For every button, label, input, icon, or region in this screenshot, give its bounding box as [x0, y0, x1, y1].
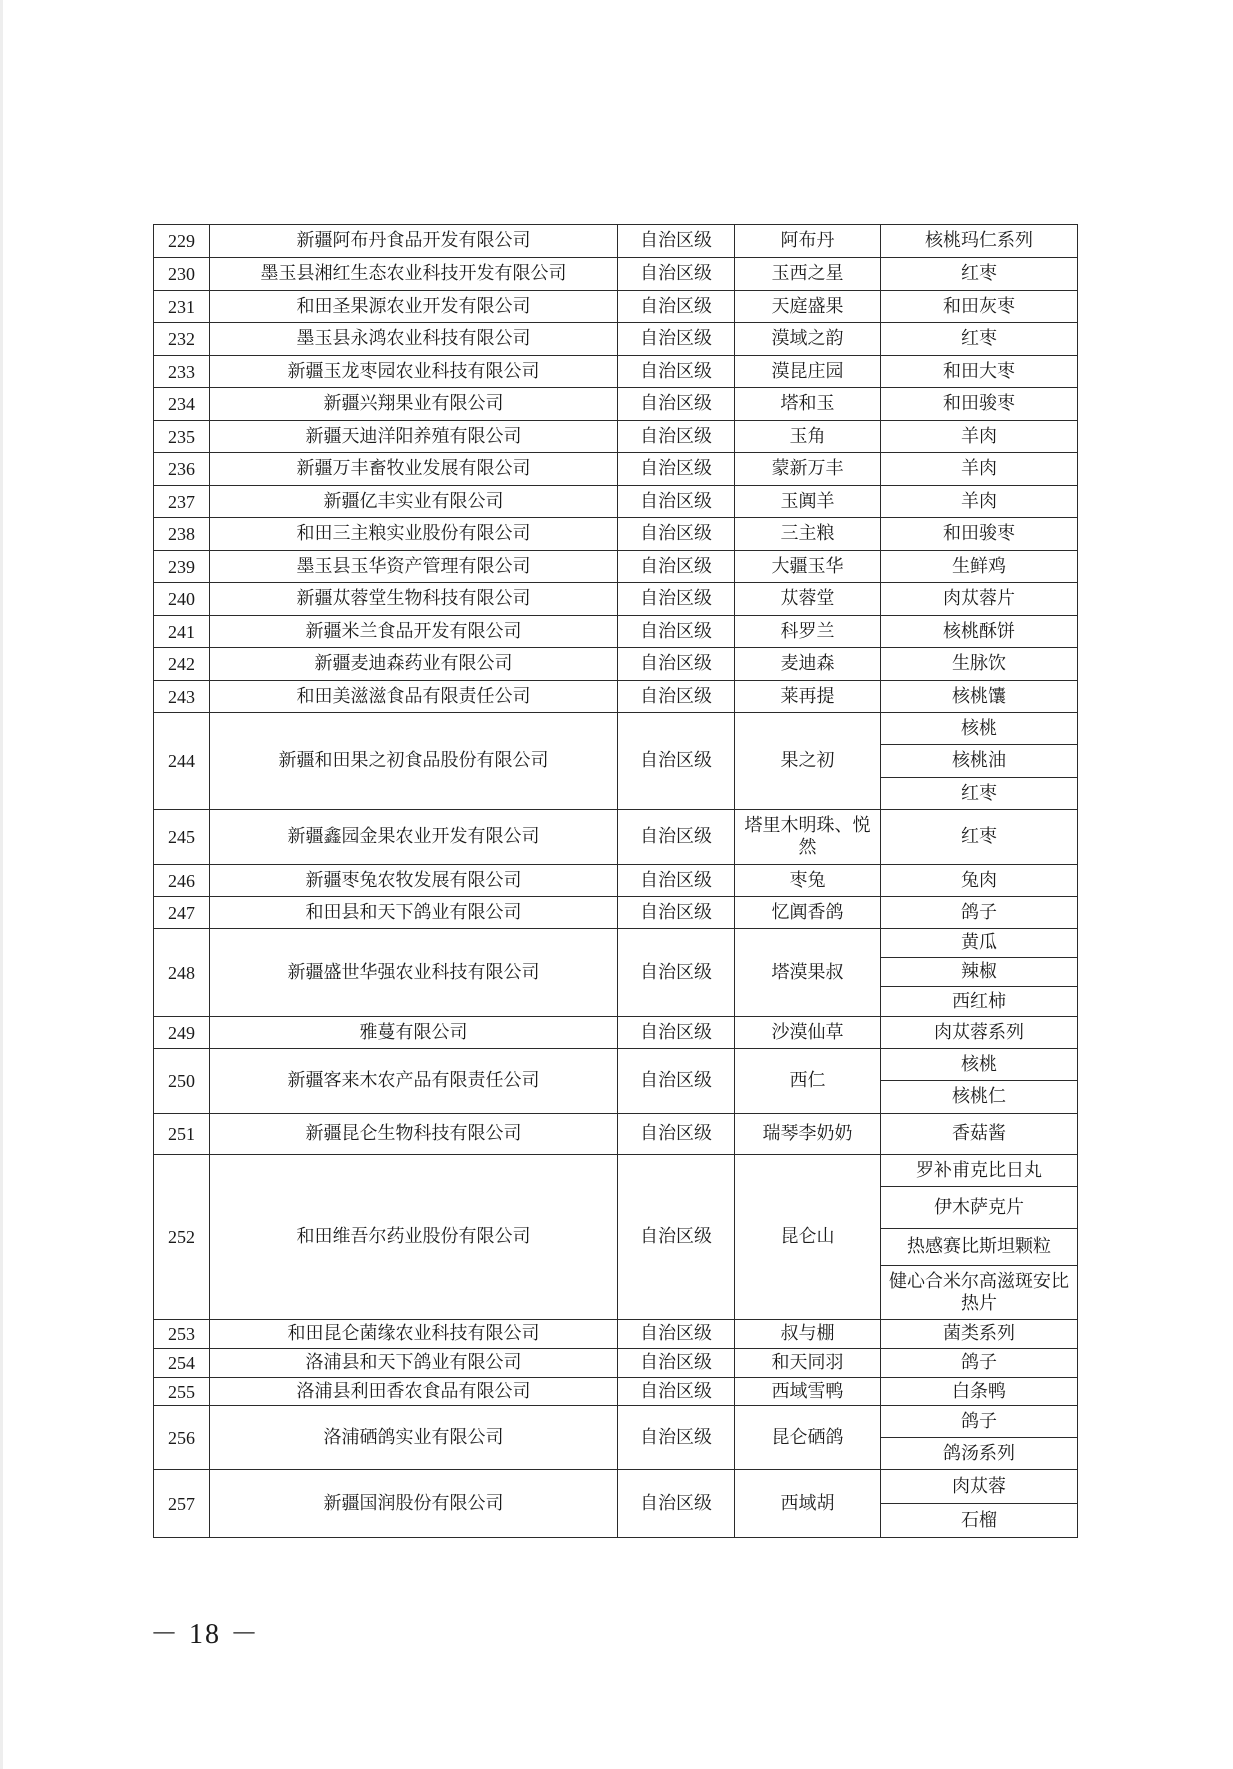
product-cell: 和田灰枣	[881, 291, 1078, 323]
product-cell: 肉苁蓉	[881, 1470, 1078, 1504]
company-name-cell: 和田昆仑菌缘农业科技有限公司	[210, 1320, 618, 1349]
brand-cell: 阿布丹	[735, 225, 881, 258]
product-cell: 核桃仁	[881, 1081, 1078, 1114]
brand-cell: 枣兔	[735, 865, 881, 897]
product-cell: 石榴	[881, 1504, 1078, 1538]
row-number-cell: 251	[154, 1114, 210, 1155]
table-row	[154, 1017, 1078, 1049]
product-cell: 鸽子	[881, 1406, 1078, 1438]
brand-cell: 沙漠仙草	[735, 1017, 881, 1049]
brand-cell: 塔和玉	[735, 388, 881, 421]
product-cell: 核桃	[881, 1049, 1078, 1081]
row-number-cell: 242	[154, 648, 210, 681]
row-number-cell: 247	[154, 897, 210, 929]
level-cell: 自治区级	[618, 356, 735, 388]
product-cell: 肉苁蓉片	[881, 583, 1078, 616]
level-cell: 自治区级	[618, 1406, 735, 1470]
brand-cell: 西域胡	[735, 1470, 881, 1538]
brand-cell: 漠昆庄园	[735, 356, 881, 388]
level-cell: 自治区级	[618, 897, 735, 929]
product-cell: 核桃馕	[881, 681, 1078, 713]
row-number-cell: 235	[154, 421, 210, 453]
company-name-cell: 和田圣果源农业开发有限公司	[210, 291, 618, 323]
table-row	[154, 897, 1078, 929]
brand-cell: 塔漠果叔	[735, 929, 881, 1017]
table-row	[154, 1406, 1078, 1438]
table-row	[154, 388, 1078, 421]
brand-cell: 天庭盛果	[735, 291, 881, 323]
product-cell: 兔肉	[881, 865, 1078, 897]
product-cell: 辣椒	[881, 958, 1078, 987]
company-name-cell: 洛浦县利田香农食品有限公司	[210, 1378, 618, 1406]
table-row	[154, 258, 1078, 291]
product-cell: 羊肉	[881, 421, 1078, 453]
brand-cell: 科罗兰	[735, 616, 881, 648]
row-number-cell: 233	[154, 356, 210, 388]
company-name-cell: 和田维吾尔药业股份有限公司	[210, 1155, 618, 1320]
company-name-cell: 新疆鑫园金果农业开发有限公司	[210, 810, 618, 865]
row-number-cell: 255	[154, 1378, 210, 1406]
company-name-cell: 新疆昆仑生物科技有限公司	[210, 1114, 618, 1155]
company-name-cell: 墨玉县永鸿农业科技有限公司	[210, 323, 618, 356]
product-cell: 菌类系列	[881, 1320, 1078, 1349]
row-number-cell: 239	[154, 551, 210, 583]
brand-cell: 蒙新万丰	[735, 453, 881, 486]
brand-cell: 苁蓉堂	[735, 583, 881, 616]
brand-cell: 麦迪森	[735, 648, 881, 681]
row-number-cell: 230	[154, 258, 210, 291]
row-number-cell: 252	[154, 1155, 210, 1320]
level-cell: 自治区级	[618, 929, 735, 1017]
brand-cell: 玉阗羊	[735, 486, 881, 518]
brand-cell: 西仁	[735, 1049, 881, 1114]
row-number-cell: 246	[154, 865, 210, 897]
company-name-cell: 墨玉县湘红生态农业科技开发有限公司	[210, 258, 618, 291]
row-number-cell: 229	[154, 225, 210, 258]
table-row	[154, 1049, 1078, 1081]
table-row	[154, 929, 1078, 958]
row-number-cell: 240	[154, 583, 210, 616]
company-name-cell: 新疆客来木农产品有限责任公司	[210, 1049, 618, 1114]
company-name-cell: 雅蔓有限公司	[210, 1017, 618, 1049]
product-cell: 红枣	[881, 778, 1078, 810]
product-cell: 伊木萨克片	[881, 1187, 1078, 1229]
table-row	[154, 486, 1078, 518]
level-cell: 自治区级	[618, 810, 735, 865]
brand-cell: 叔与棚	[735, 1320, 881, 1349]
table-row	[154, 453, 1078, 486]
row-number-cell: 244	[154, 713, 210, 810]
brand-cell: 漠域之韵	[735, 323, 881, 356]
product-cell: 黄瓜	[881, 929, 1078, 958]
product-cell: 和田大枣	[881, 356, 1078, 388]
row-number-cell: 243	[154, 681, 210, 713]
row-number-cell: 232	[154, 323, 210, 356]
row-number-cell: 236	[154, 453, 210, 486]
company-name-cell: 新疆米兰食品开发有限公司	[210, 616, 618, 648]
row-number-cell: 254	[154, 1349, 210, 1378]
row-number-cell: 238	[154, 518, 210, 551]
company-name-cell: 洛浦县和天下鸽业有限公司	[210, 1349, 618, 1378]
product-cell: 和田骏枣	[881, 388, 1078, 421]
level-cell: 自治区级	[618, 518, 735, 551]
level-cell: 自治区级	[618, 713, 735, 810]
table-row	[154, 713, 1078, 745]
product-cell: 西红柿	[881, 987, 1078, 1017]
product-cell: 生鲜鸡	[881, 551, 1078, 583]
table-row	[154, 616, 1078, 648]
row-number-cell: 234	[154, 388, 210, 421]
brand-cell: 莱再提	[735, 681, 881, 713]
product-cell: 生脉饮	[881, 648, 1078, 681]
brand-cell: 昆仑硒鸽	[735, 1406, 881, 1470]
company-name-cell: 新疆阿布丹食品开发有限公司	[210, 225, 618, 258]
company-name-cell: 新疆苁蓉堂生物科技有限公司	[210, 583, 618, 616]
table-row	[154, 865, 1078, 897]
level-cell: 自治区级	[618, 388, 735, 421]
table-row	[154, 648, 1078, 681]
brand-cell: 果之初	[735, 713, 881, 810]
table-row	[154, 583, 1078, 616]
table-row	[154, 1155, 1078, 1187]
company-name-cell: 和田县和天下鸽业有限公司	[210, 897, 618, 929]
row-number-cell: 256	[154, 1406, 210, 1470]
table-row	[154, 551, 1078, 583]
scan-page-edge	[0, 0, 3, 1769]
brand-cell: 塔里木明珠、悦然	[735, 810, 881, 865]
product-cell: 香菇酱	[881, 1114, 1078, 1155]
level-cell: 自治区级	[618, 681, 735, 713]
table-row	[154, 518, 1078, 551]
table-row	[154, 323, 1078, 356]
company-name-cell: 新疆枣兔农牧发展有限公司	[210, 865, 618, 897]
level-cell: 自治区级	[618, 291, 735, 323]
product-cell: 羊肉	[881, 453, 1078, 486]
product-cell: 热感赛比斯坦颗粒	[881, 1229, 1078, 1266]
product-cell: 红枣	[881, 323, 1078, 356]
brand-cell: 和天同羽	[735, 1349, 881, 1378]
product-cell: 红枣	[881, 258, 1078, 291]
brand-cell: 西域雪鸭	[735, 1378, 881, 1406]
product-cell: 核桃油	[881, 745, 1078, 778]
brand-cell: 大疆玉华	[735, 551, 881, 583]
level-cell: 自治区级	[618, 1378, 735, 1406]
product-cell: 羊肉	[881, 486, 1078, 518]
table-row	[154, 1470, 1078, 1504]
table-row	[154, 1114, 1078, 1155]
level-cell: 自治区级	[618, 323, 735, 356]
company-name-cell: 新疆麦迪森药业有限公司	[210, 648, 618, 681]
company-name-cell: 新疆兴翔果业有限公司	[210, 388, 618, 421]
level-cell: 自治区级	[618, 1017, 735, 1049]
table-row	[154, 1349, 1078, 1378]
company-name-cell: 新疆天迪洋阳养殖有限公司	[210, 421, 618, 453]
level-cell: 自治区级	[618, 258, 735, 291]
company-name-cell: 洛浦硒鸽实业有限公司	[210, 1406, 618, 1470]
level-cell: 自治区级	[618, 616, 735, 648]
product-cell: 红枣	[881, 810, 1078, 865]
level-cell: 自治区级	[618, 1470, 735, 1538]
product-cell: 核桃酥饼	[881, 616, 1078, 648]
brand-cell: 玉角	[735, 421, 881, 453]
row-number-cell: 250	[154, 1049, 210, 1114]
brand-cell: 三主粮	[735, 518, 881, 551]
product-cell: 鸽子	[881, 897, 1078, 929]
level-cell: 自治区级	[618, 1155, 735, 1320]
table-row	[154, 1320, 1078, 1349]
row-number-cell: 248	[154, 929, 210, 1017]
company-name-cell: 新疆国润股份有限公司	[210, 1470, 618, 1538]
level-cell: 自治区级	[618, 1320, 735, 1349]
level-cell: 自治区级	[618, 421, 735, 453]
row-number-cell: 257	[154, 1470, 210, 1538]
row-number-cell: 245	[154, 810, 210, 865]
company-name-cell: 新疆和田果之初食品股份有限公司	[210, 713, 618, 810]
level-cell: 自治区级	[618, 225, 735, 258]
table-row	[154, 225, 1078, 258]
product-cell: 健心合米尔高滋斑安比热片	[881, 1266, 1078, 1320]
level-cell: 自治区级	[618, 1114, 735, 1155]
level-cell: 自治区级	[618, 865, 735, 897]
level-cell: 自治区级	[618, 648, 735, 681]
level-cell: 自治区级	[618, 453, 735, 486]
row-number-cell: 237	[154, 486, 210, 518]
company-name-cell: 新疆盛世华强农业科技有限公司	[210, 929, 618, 1017]
table-row	[154, 421, 1078, 453]
company-name-cell: 和田三主粮实业股份有限公司	[210, 518, 618, 551]
page-number: － 18 －	[150, 1619, 261, 1650]
brand-cell: 瑞琴李奶奶	[735, 1114, 881, 1155]
level-cell: 自治区级	[618, 486, 735, 518]
table-row	[154, 356, 1078, 388]
table-row	[154, 291, 1078, 323]
row-number-cell: 253	[154, 1320, 210, 1349]
brand-cell: 忆阗香鸽	[735, 897, 881, 929]
company-name-cell: 和田美滋滋食品有限责任公司	[210, 681, 618, 713]
level-cell: 自治区级	[618, 583, 735, 616]
table-body	[154, 225, 1078, 1538]
brand-cell: 玉西之星	[735, 258, 881, 291]
product-cell: 肉苁蓉系列	[881, 1017, 1078, 1049]
table-row	[154, 1378, 1078, 1406]
product-cell: 核桃玛仁系列	[881, 225, 1078, 258]
row-number-cell: 249	[154, 1017, 210, 1049]
company-name-cell: 新疆万丰畜牧业发展有限公司	[210, 453, 618, 486]
row-number-cell: 241	[154, 616, 210, 648]
product-cell: 核桃	[881, 713, 1078, 745]
level-cell: 自治区级	[618, 1049, 735, 1114]
enterprise-brand-table	[153, 224, 1078, 1538]
product-cell: 和田骏枣	[881, 518, 1078, 551]
product-cell: 罗补甫克比日丸	[881, 1155, 1078, 1187]
table-row	[154, 681, 1078, 713]
company-name-cell: 新疆玉龙枣园农业科技有限公司	[210, 356, 618, 388]
row-number-cell: 231	[154, 291, 210, 323]
company-name-cell: 新疆亿丰实业有限公司	[210, 486, 618, 518]
brand-cell: 昆仑山	[735, 1155, 881, 1320]
level-cell: 自治区级	[618, 551, 735, 583]
product-cell: 白条鸭	[881, 1378, 1078, 1406]
product-cell: 鸽汤系列	[881, 1438, 1078, 1470]
table-row	[154, 810, 1078, 865]
company-name-cell: 墨玉县玉华资产管理有限公司	[210, 551, 618, 583]
level-cell: 自治区级	[618, 1349, 735, 1378]
product-cell: 鸽子	[881, 1349, 1078, 1378]
